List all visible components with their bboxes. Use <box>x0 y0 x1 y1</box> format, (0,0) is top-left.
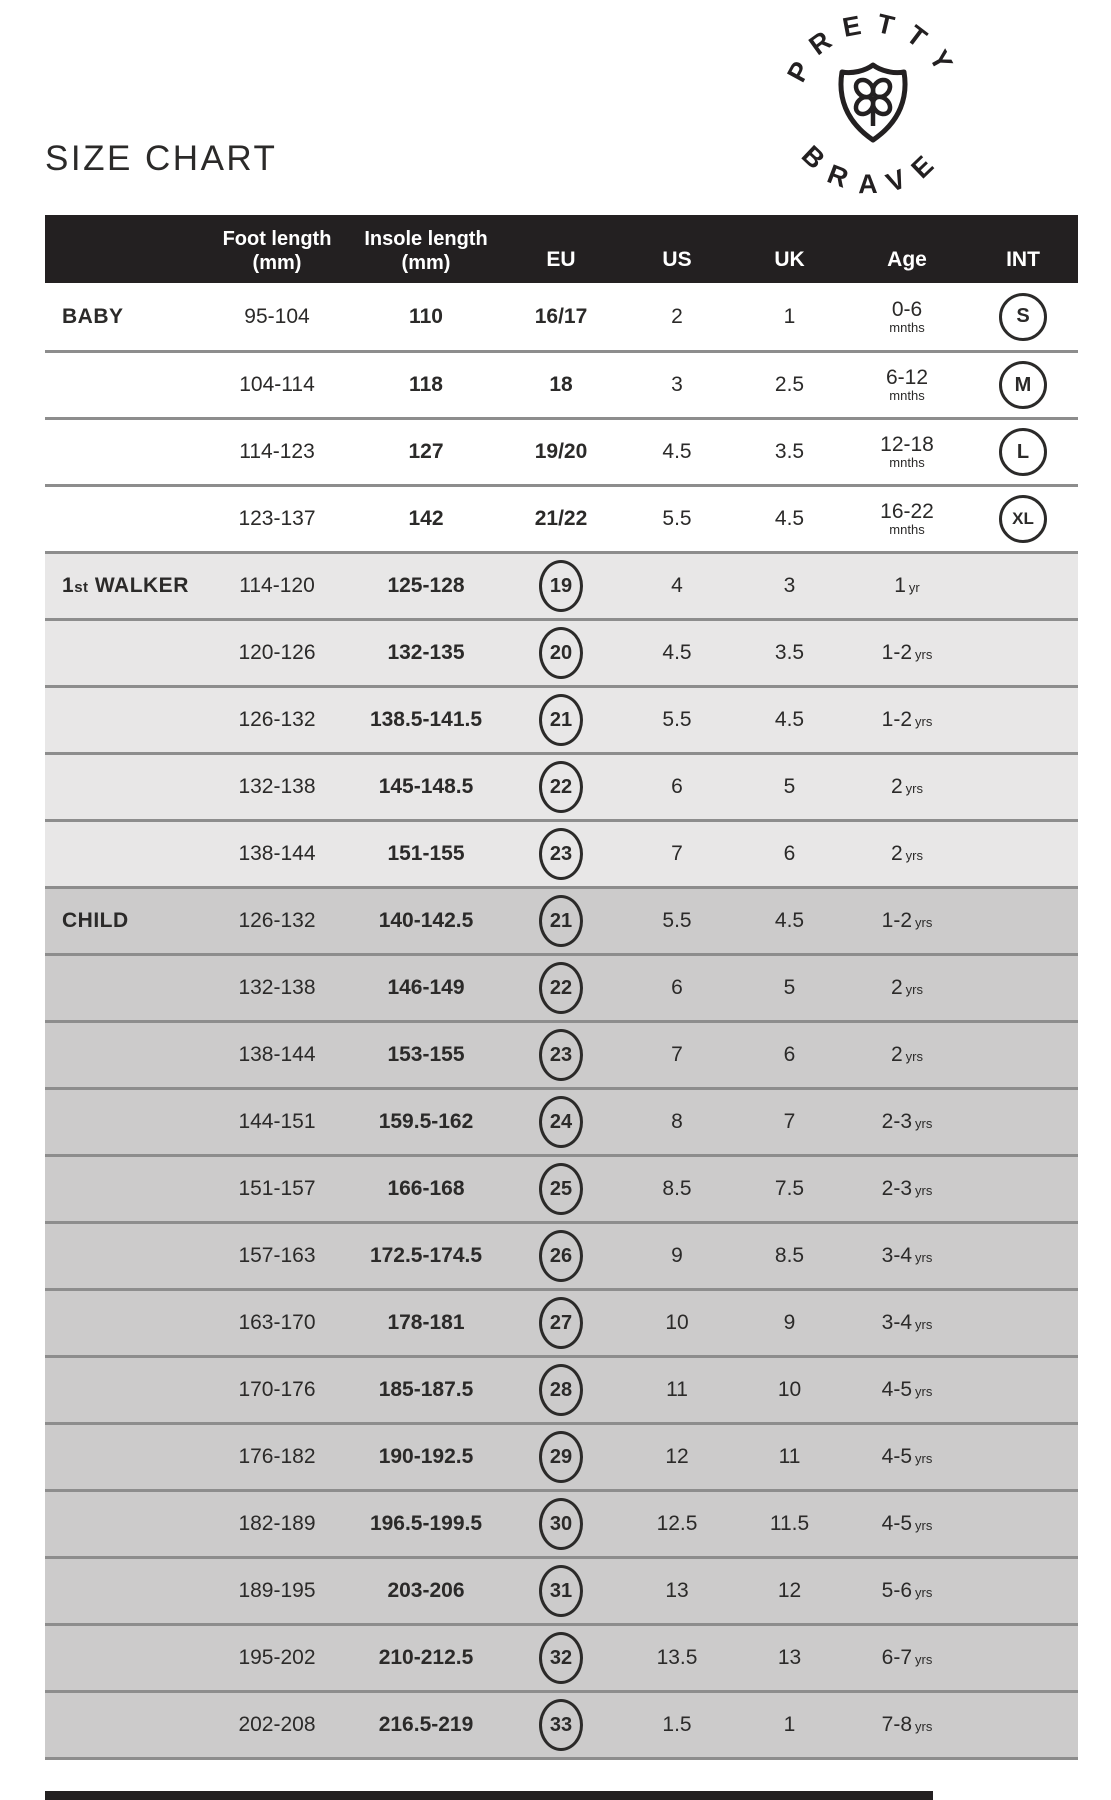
uk-size-value: 10 <box>777 1378 802 1401</box>
age-value <box>891 775 923 799</box>
int-cell <box>968 293 1078 341</box>
age-unit: yrs <box>915 714 933 729</box>
eu-size-circle: 29 <box>539 1431 583 1483</box>
uk-size-value: 1 <box>783 1713 796 1736</box>
table-row <box>45 1020 1078 1087</box>
age-value <box>882 708 933 732</box>
insole-length-value: 210-212.5 <box>378 1646 474 1669</box>
us-size-value: 13 <box>665 1579 689 1602</box>
eu-size-circle: 21 <box>539 694 583 746</box>
table-row <box>45 417 1078 484</box>
age-value <box>882 1646 933 1670</box>
int-cell <box>968 361 1078 409</box>
insole-length-value: 146-149 <box>387 976 465 999</box>
uk-size-value: 1 <box>783 304 796 328</box>
eu-size-circle: 27 <box>539 1297 583 1349</box>
table-row <box>45 1355 1078 1422</box>
page-title: SIZE CHART <box>45 139 278 178</box>
age-unit: yrs <box>915 1652 933 1667</box>
insole-length-value: 196.5-199.5 <box>369 1512 483 1535</box>
insole-length-value: 110 <box>409 304 443 328</box>
eu-size-circle: 30 <box>539 1498 583 1550</box>
age-cell <box>846 1311 968 1335</box>
eu-cell <box>501 694 621 746</box>
header-foot-length-line1: Foot length <box>222 228 332 250</box>
table-row <box>45 1556 1078 1623</box>
table-row <box>45 618 1078 685</box>
table-row <box>45 1288 1078 1355</box>
table-row <box>45 752 1078 819</box>
age-unit: yrs <box>905 1049 924 1064</box>
eu-size-circle: 26 <box>539 1230 583 1282</box>
int-cell <box>968 428 1078 476</box>
us-size-value: 10 <box>665 1311 689 1334</box>
header-eu: EU <box>546 248 576 271</box>
us-size-value: 13.5 <box>656 1646 698 1669</box>
insole-length-value: 190-192.5 <box>378 1445 474 1468</box>
age-unit: yrs <box>915 1384 933 1399</box>
eu-cell <box>501 761 621 813</box>
age-value <box>880 500 934 537</box>
section-label <box>62 305 124 329</box>
age-number: 7-8 <box>881 1713 912 1736</box>
age-cell <box>846 1445 968 1469</box>
foot-length-value: 138-144 <box>238 1043 316 1066</box>
age-unit: yrs <box>915 915 933 930</box>
section-label-part: WALKER <box>88 574 189 597</box>
table-row <box>45 819 1078 886</box>
insole-length-value: 145-148.5 <box>378 775 474 798</box>
category-cell <box>45 574 203 598</box>
us-size-value: 1.5 <box>662 1713 692 1736</box>
age-unit: yrs <box>915 1250 933 1265</box>
eu-size-circle: 20 <box>539 627 583 679</box>
age-value <box>882 1378 933 1402</box>
eu-size-circle: 23 <box>539 828 583 880</box>
age-value <box>880 433 934 470</box>
header-foot-length <box>203 215 351 283</box>
uk-size-value: 9 <box>783 1311 796 1334</box>
age-unit: yrs <box>905 982 924 997</box>
foot-length-value: 138-144 <box>238 842 316 865</box>
eu-size-circle: 32 <box>539 1632 583 1684</box>
us-size-value: 6 <box>671 976 683 999</box>
eu-cell <box>501 1297 621 1349</box>
foot-length-value: 182-189 <box>238 1512 316 1535</box>
uk-size-value: 13 <box>777 1646 802 1669</box>
age-number: 0-6 <box>891 297 923 321</box>
eu-size-circle: 31 <box>539 1565 583 1617</box>
eu-size-circle: 23 <box>539 1029 583 1081</box>
eu-cell <box>501 1029 621 1081</box>
brand-logo <box>781 13 965 197</box>
eu-size-value: 18 <box>549 373 573 396</box>
age-unit: mnths <box>889 319 925 335</box>
us-size-value: 12 <box>665 1445 689 1468</box>
foot-length-value: 126-132 <box>238 708 316 731</box>
us-size-value: 12.5 <box>656 1512 698 1535</box>
foot-length-value: 132-138 <box>238 775 316 798</box>
table-header <box>45 215 1078 283</box>
section-label-part: CHILD <box>62 909 129 932</box>
foot-length-value: 120-126 <box>238 641 316 664</box>
age-cell <box>846 574 968 598</box>
us-size-value: 4.5 <box>662 641 692 664</box>
age-value <box>891 976 923 1000</box>
age-unit: yrs <box>915 1317 933 1332</box>
us-size-value: 6 <box>671 775 683 798</box>
eu-size-value: 19/20 <box>534 440 588 463</box>
age-number: 3-4 <box>881 1244 912 1267</box>
insole-length-value: 142 <box>408 507 444 530</box>
age-unit: mnths <box>889 522 925 538</box>
age-number: 2 <box>890 842 903 865</box>
eu-cell <box>501 828 621 880</box>
insole-length-value: 185-187.5 <box>378 1378 474 1401</box>
uk-size-value: 4.5 <box>774 507 805 530</box>
age-cell <box>846 1646 968 1670</box>
age-value <box>882 1713 933 1737</box>
uk-size-value: 11.5 <box>769 1512 810 1535</box>
eu-size-circle: 33 <box>539 1699 583 1751</box>
foot-length-value: 123-137 <box>238 507 316 530</box>
uk-size-value: 3 <box>783 574 796 597</box>
insole-length-value: 203-206 <box>387 1579 465 1602</box>
uk-size-value: 6 <box>783 1043 796 1066</box>
foot-length-value: 157-163 <box>238 1244 316 1267</box>
age-unit: yrs <box>915 1518 933 1533</box>
age-number: 1-2 <box>881 641 912 664</box>
header-age: Age <box>887 248 927 271</box>
age-cell <box>846 433 968 470</box>
foot-length-value: 126-132 <box>238 909 316 932</box>
foot-length-value: 104-114 <box>239 373 315 396</box>
age-value <box>882 1244 933 1268</box>
foot-length-value: 114-120 <box>239 574 315 597</box>
age-number: 4-5 <box>881 1378 912 1401</box>
uk-size-value: 7.5 <box>774 1177 805 1200</box>
eu-cell <box>501 1699 621 1751</box>
us-size-value: 7 <box>671 1043 683 1066</box>
eu-size-circle: 28 <box>539 1364 583 1416</box>
header-int: INT <box>1006 248 1040 271</box>
us-size-value: 5.5 <box>662 507 692 530</box>
us-size-value: 3 <box>671 373 683 396</box>
age-cell <box>846 1177 968 1201</box>
foot-length-value: 95-104 <box>244 304 310 328</box>
insole-length-value: 127 <box>408 440 444 463</box>
age-cell <box>846 500 968 537</box>
age-cell <box>846 366 968 403</box>
age-value <box>891 842 923 866</box>
header-us: US <box>662 248 692 271</box>
int-size-circle: XL <box>999 495 1047 543</box>
age-number: 6-7 <box>881 1646 912 1669</box>
eu-size-circle: 24 <box>539 1096 583 1148</box>
table-row <box>45 953 1078 1020</box>
category-cell <box>45 909 203 933</box>
section-label-part: BABY <box>62 304 124 328</box>
age-cell <box>846 298 968 335</box>
us-size-value: 2 <box>671 304 683 328</box>
age-cell <box>846 641 968 665</box>
uk-size-value: 2.5 <box>774 373 805 396</box>
us-size-value: 7 <box>671 842 683 865</box>
age-value <box>882 641 933 665</box>
section-label <box>62 909 129 933</box>
header-insole-length-line1: Insole length <box>364 228 488 250</box>
section-label-part: st <box>74 579 89 596</box>
age-cell <box>846 1378 968 1402</box>
us-size-value: 8 <box>671 1110 683 1133</box>
uk-size-value: 6 <box>783 842 796 865</box>
us-size-value: 4 <box>671 574 683 597</box>
age-value <box>889 298 924 335</box>
age-unit: yrs <box>905 848 924 863</box>
age-cell <box>846 708 968 732</box>
age-cell <box>846 1512 968 1536</box>
section-label <box>62 574 189 598</box>
age-value <box>882 1177 933 1201</box>
age-cell <box>846 1244 968 1268</box>
age-number: 2 <box>890 775 903 798</box>
eu-size-circle: 25 <box>539 1163 583 1215</box>
table-row <box>45 1690 1078 1757</box>
age-cell <box>846 909 968 933</box>
table-row <box>45 1489 1078 1556</box>
uk-size-value: 5 <box>783 775 796 798</box>
insole-length-value: 132-135 <box>387 641 465 664</box>
age-value <box>886 366 928 403</box>
insole-length-value: 159.5-162 <box>378 1110 474 1133</box>
age-number: 1-2 <box>881 708 912 731</box>
int-cell <box>968 495 1078 543</box>
age-number: 2-3 <box>881 1110 912 1133</box>
table-row <box>45 1154 1078 1221</box>
table-row <box>45 685 1078 752</box>
uk-size-value: 4.5 <box>774 909 805 932</box>
eu-cell <box>501 440 621 464</box>
uk-size-value: 4.5 <box>774 708 805 731</box>
eu-cell <box>501 1096 621 1148</box>
eu-size-circle: 21 <box>539 895 583 947</box>
us-size-value: 5.5 <box>662 909 692 932</box>
age-unit: yrs <box>915 1719 933 1734</box>
insole-length-value: 125-128 <box>387 574 465 597</box>
table-row <box>45 283 1078 350</box>
uk-size-value: 3.5 <box>774 641 805 664</box>
age-number: 6-12 <box>885 366 929 390</box>
age-cell <box>846 1579 968 1603</box>
age-value <box>882 1512 933 1536</box>
header-category <box>45 215 203 283</box>
logo-text-top: PRETTY <box>781 13 965 87</box>
age-number: 16-22 <box>880 500 934 524</box>
insole-length-value: 166-168 <box>387 1177 465 1200</box>
age-number: 2-3 <box>881 1177 912 1200</box>
insole-length-value: 140-142.5 <box>378 909 474 932</box>
eu-cell <box>501 895 621 947</box>
age-unit: yrs <box>915 647 933 662</box>
age-number: 12-18 <box>880 433 934 457</box>
eu-cell <box>501 627 621 679</box>
foot-length-value: 132-138 <box>238 976 316 999</box>
foot-length-value: 170-176 <box>238 1378 316 1401</box>
next-section-header-cropped <box>45 1791 933 1800</box>
foot-length-value: 202-208 <box>238 1713 316 1736</box>
age-number: 3-4 <box>881 1311 912 1334</box>
age-number: 1 <box>894 574 906 597</box>
category-cell <box>45 305 203 329</box>
insole-length-value: 216.5-219 <box>378 1713 474 1736</box>
age-cell <box>846 976 968 1000</box>
age-unit: yrs <box>915 1183 933 1198</box>
age-number: 1-2 <box>881 909 912 932</box>
foot-length-value: 163-170 <box>238 1311 316 1334</box>
table-row <box>45 1623 1078 1690</box>
age-cell <box>846 842 968 866</box>
eu-cell <box>501 1565 621 1617</box>
age-cell <box>846 1713 968 1737</box>
insole-length-value: 153-155 <box>387 1043 465 1066</box>
size-table <box>45 215 1078 1760</box>
age-value <box>882 1311 933 1335</box>
eu-cell <box>501 1163 621 1215</box>
us-size-value: 9 <box>671 1244 683 1267</box>
uk-size-value: 3.5 <box>774 440 805 463</box>
insole-length-value: 118 <box>409 373 443 396</box>
age-number: 2 <box>890 976 903 999</box>
age-cell <box>846 1110 968 1134</box>
eu-cell <box>501 1230 621 1282</box>
age-value <box>882 1579 933 1603</box>
eu-cell <box>501 1364 621 1416</box>
age-cell <box>846 775 968 799</box>
table-row <box>45 484 1078 551</box>
header-insole-length-line2: (mm) <box>401 252 451 274</box>
eu-size-circle: 22 <box>539 962 583 1014</box>
foot-length-value: 189-195 <box>238 1579 316 1602</box>
us-size-value: 11 <box>666 1378 688 1401</box>
foot-length-value: 151-157 <box>238 1177 316 1200</box>
eu-cell <box>501 560 621 612</box>
eu-size-circle: 22 <box>539 761 583 813</box>
insole-length-value: 178-181 <box>387 1311 465 1334</box>
uk-size-value: 7 <box>783 1110 796 1133</box>
table-row <box>45 1422 1078 1489</box>
age-unit: yrs <box>915 1451 933 1466</box>
insole-length-value: 138.5-141.5 <box>369 708 483 731</box>
age-unit: mnths <box>889 388 925 404</box>
insole-length-value: 151-155 <box>387 842 465 865</box>
insole-length-value: 172.5-174.5 <box>369 1244 483 1267</box>
age-value <box>891 1043 923 1067</box>
uk-size-value: 12 <box>777 1579 802 1602</box>
table-row <box>45 551 1078 618</box>
section-label-part: 1 <box>62 574 75 597</box>
int-size-circle: M <box>999 361 1047 409</box>
header-foot-length-line2: (mm) <box>252 252 302 274</box>
table-row <box>45 886 1078 953</box>
age-number: 4-5 <box>881 1445 912 1468</box>
age-value <box>882 1445 933 1469</box>
us-size-value: 8.5 <box>662 1177 692 1200</box>
uk-size-value: 11 <box>778 1445 801 1468</box>
eu-size-circle: 19 <box>539 560 583 612</box>
foot-length-value: 195-202 <box>238 1646 316 1669</box>
foot-length-value: 144-151 <box>238 1110 316 1133</box>
table-row <box>45 1221 1078 1288</box>
eu-cell <box>501 1632 621 1684</box>
foot-length-value: 114-123 <box>239 440 315 463</box>
age-unit: yr <box>908 580 920 595</box>
header-insole-length <box>351 215 501 283</box>
age-unit: yrs <box>915 1116 933 1131</box>
eu-cell <box>501 373 621 397</box>
eu-size-value: 21/22 <box>534 507 588 530</box>
uk-size-value: 8.5 <box>774 1244 805 1267</box>
int-size-circle: S <box>999 293 1047 341</box>
table-body <box>45 283 1078 1760</box>
table-row <box>45 1087 1078 1154</box>
eu-cell <box>501 962 621 1014</box>
age-number: 4-5 <box>881 1512 912 1535</box>
table-row <box>45 350 1078 417</box>
age-value <box>882 909 933 933</box>
age-unit: yrs <box>915 1585 933 1600</box>
uk-size-value: 5 <box>783 976 796 999</box>
eu-cell <box>501 1498 621 1550</box>
eu-cell <box>501 507 621 531</box>
age-value <box>894 574 920 598</box>
us-size-value: 5.5 <box>662 708 692 731</box>
age-number: 2 <box>890 1043 903 1066</box>
header-uk: UK <box>774 248 805 271</box>
us-size-value: 4.5 <box>662 440 692 463</box>
eu-size-value: 16/17 <box>534 304 588 328</box>
age-unit: yrs <box>905 781 924 796</box>
age-value <box>882 1110 933 1134</box>
foot-length-value: 176-182 <box>238 1445 316 1468</box>
age-unit: mnths <box>889 455 925 471</box>
logo-text-bottom: BRAVE <box>795 139 951 197</box>
age-cell <box>846 1043 968 1067</box>
eu-cell <box>501 1431 621 1483</box>
eu-cell <box>501 305 621 329</box>
int-size-circle: L <box>999 428 1047 476</box>
age-number: 5-6 <box>881 1579 912 1602</box>
